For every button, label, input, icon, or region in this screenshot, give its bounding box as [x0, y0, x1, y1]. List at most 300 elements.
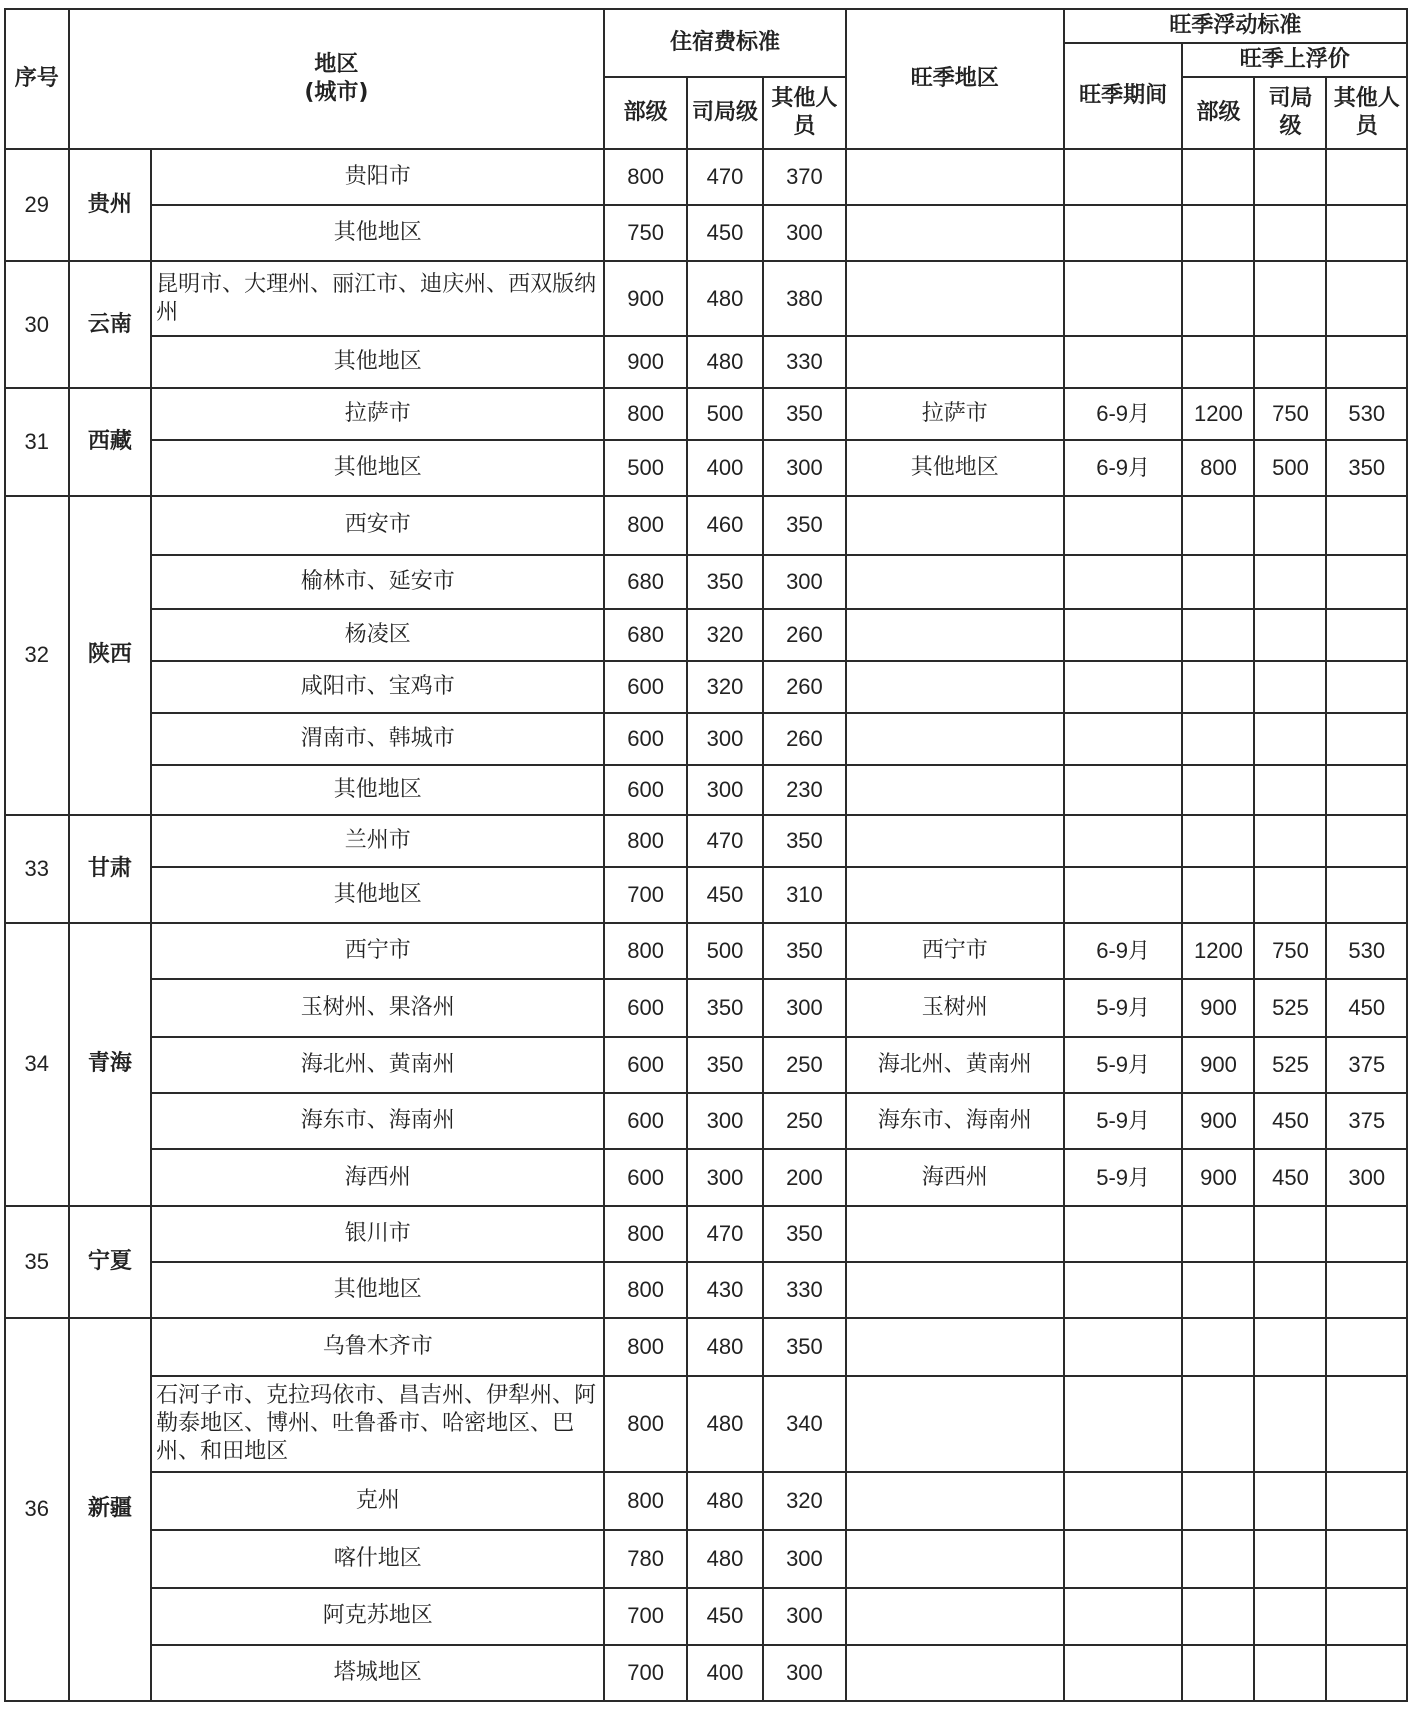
lodging-minister-cell: 600 — [604, 979, 687, 1037]
area-cell: 海北州、黄南州 — [151, 1037, 604, 1093]
lodging-minister-cell: 800 — [604, 1206, 687, 1262]
peak-bureau-cell: 450 — [1254, 1093, 1326, 1149]
lodging-minister-cell: 780 — [604, 1530, 687, 1588]
area-cell: 其他地区 — [151, 440, 604, 496]
peak-other-cell — [1326, 1318, 1407, 1376]
peak-other-cell — [1326, 336, 1407, 388]
peak-other-cell — [1326, 1588, 1407, 1644]
peak-area-cell — [846, 1262, 1064, 1318]
lodging-bureau-cell: 470 — [687, 149, 763, 205]
header-region — [69, 9, 605, 149]
province-cell: 青海 — [69, 923, 152, 1206]
peak-period-cell: 5-9月 — [1064, 1149, 1183, 1205]
lodging-standard-table — [4, 8, 1408, 1702]
table-row — [5, 1093, 1407, 1149]
peak-other-cell — [1326, 1376, 1407, 1472]
table-row — [5, 815, 1407, 867]
peak-bureau-cell — [1254, 496, 1326, 554]
header-lodging — [604, 9, 845, 77]
lodging-bureau-cell: 500 — [687, 923, 763, 979]
peak-bureau-cell — [1254, 1206, 1326, 1262]
peak-period-cell: 5-9月 — [1064, 979, 1183, 1037]
peak-other-cell: 530 — [1326, 388, 1407, 440]
lodging-bureau-cell: 320 — [687, 609, 763, 661]
lodging-other-cell: 340 — [763, 1376, 846, 1472]
header-lodging-bureau-label: 司局级 — [692, 100, 759, 125]
area-cell: 玉树州、果洛州 — [151, 979, 604, 1037]
peak-minister-cell — [1182, 149, 1254, 205]
lodging-other-cell: 230 — [763, 765, 846, 815]
table-row — [5, 1262, 1407, 1318]
peak-bureau-cell: 525 — [1254, 979, 1326, 1037]
header-peak-other-label: 其他人员 — [1333, 86, 1400, 139]
header-peak-minister — [1182, 77, 1254, 149]
province-cell: 西藏 — [69, 388, 152, 496]
lodging-other-cell: 350 — [763, 815, 846, 867]
area-cell: 其他地区 — [151, 205, 604, 261]
area-cell: 石河子市、克拉玛依市、昌吉州、伊犁州、阿勒泰地区、博州、吐鲁番市、哈密地区、巴州、和田地区 — [151, 1376, 604, 1472]
peak-period-cell — [1064, 815, 1183, 867]
peak-other-cell — [1326, 496, 1407, 554]
lodging-bureau-cell: 450 — [687, 867, 763, 923]
area-cell: 其他地区 — [151, 336, 604, 388]
lodging-bureau-cell: 480 — [687, 1376, 763, 1472]
peak-bureau-cell — [1254, 815, 1326, 867]
lodging-minister-cell: 700 — [604, 867, 687, 923]
peak-minister-cell — [1182, 1645, 1254, 1701]
peak-area-cell — [846, 1645, 1064, 1701]
peak-area-cell — [846, 205, 1064, 261]
lodging-other-cell: 300 — [763, 1645, 846, 1701]
lodging-bureau-cell: 350 — [687, 979, 763, 1037]
peak-other-cell — [1326, 1206, 1407, 1262]
lodging-bureau-cell: 450 — [687, 205, 763, 261]
area-cell: 咸阳市、宝鸡市 — [151, 661, 604, 713]
peak-bureau-cell — [1254, 713, 1326, 765]
peak-bureau-cell — [1254, 661, 1326, 713]
lodging-minister-cell: 900 — [604, 261, 687, 336]
header-seq — [5, 9, 69, 149]
table-row — [5, 1318, 1407, 1376]
peak-area-cell — [846, 555, 1064, 609]
peak-area-cell — [846, 713, 1064, 765]
peak-area-cell — [846, 1530, 1064, 1588]
peak-other-cell: 450 — [1326, 979, 1407, 1037]
peak-bureau-cell: 525 — [1254, 1037, 1326, 1093]
province-cell: 新疆 — [69, 1318, 152, 1701]
peak-period-cell — [1064, 1206, 1183, 1262]
lodging-other-cell: 300 — [763, 205, 846, 261]
lodging-bureau-cell: 500 — [687, 388, 763, 440]
lodging-bureau-cell: 470 — [687, 815, 763, 867]
peak-bureau-cell — [1254, 1318, 1326, 1376]
area-cell: 银川市 — [151, 1206, 604, 1262]
lodging-other-cell: 320 — [763, 1472, 846, 1530]
area-cell: 其他地区 — [151, 765, 604, 815]
lodging-minister-cell: 600 — [604, 1037, 687, 1093]
header-peak-raise — [1182, 43, 1407, 77]
table-row — [5, 205, 1407, 261]
peak-bureau-cell — [1254, 867, 1326, 923]
peak-bureau-cell — [1254, 1588, 1326, 1644]
lodging-other-cell: 350 — [763, 496, 846, 554]
table-row — [5, 1149, 1407, 1205]
lodging-bureau-cell: 320 — [687, 661, 763, 713]
lodging-bureau-cell: 460 — [687, 496, 763, 554]
area-cell: 海西州 — [151, 1149, 604, 1205]
lodging-other-cell: 310 — [763, 867, 846, 923]
lodging-minister-cell: 600 — [604, 713, 687, 765]
lodging-bureau-cell: 450 — [687, 1588, 763, 1644]
peak-area-cell: 西宁市 — [846, 923, 1064, 979]
lodging-minister-cell: 500 — [604, 440, 687, 496]
table-row — [5, 609, 1407, 661]
peak-other-cell — [1326, 661, 1407, 713]
area-cell: 克州 — [151, 1472, 604, 1530]
area-cell: 喀什地区 — [151, 1530, 604, 1588]
lodging-other-cell: 300 — [763, 1530, 846, 1588]
lodging-minister-cell: 800 — [604, 1318, 687, 1376]
peak-period-cell — [1064, 149, 1183, 205]
peak-minister-cell — [1182, 336, 1254, 388]
lodging-bureau-cell: 350 — [687, 1037, 763, 1093]
peak-minister-cell — [1182, 555, 1254, 609]
seq-cell: 30 — [5, 261, 69, 388]
peak-period-cell: 6-9月 — [1064, 440, 1183, 496]
header-peak-standard-label: 旺季浮动标准 — [1169, 13, 1302, 38]
peak-area-cell — [846, 1318, 1064, 1376]
peak-other-cell — [1326, 1472, 1407, 1530]
peak-other-cell: 300 — [1326, 1149, 1407, 1205]
peak-period-cell — [1064, 1318, 1183, 1376]
area-cell: 杨凌区 — [151, 609, 604, 661]
header-lodging-bureau — [687, 77, 763, 149]
header-lodging-minister-label: 部级 — [623, 100, 668, 125]
peak-minister-cell: 1200 — [1182, 388, 1254, 440]
table-row — [5, 149, 1407, 205]
lodging-minister-cell: 800 — [604, 923, 687, 979]
peak-period-cell — [1064, 661, 1183, 713]
lodging-minister-cell: 600 — [604, 661, 687, 713]
peak-period-cell — [1064, 765, 1183, 815]
lodging-minister-cell: 750 — [604, 205, 687, 261]
province-cell: 贵州 — [69, 149, 152, 261]
lodging-bureau-cell: 350 — [687, 555, 763, 609]
peak-bureau-cell — [1254, 1472, 1326, 1530]
area-cell: 其他地区 — [151, 1262, 604, 1318]
peak-other-cell — [1326, 713, 1407, 765]
lodging-minister-cell: 680 — [604, 555, 687, 609]
lodging-minister-cell: 600 — [604, 765, 687, 815]
table-row — [5, 261, 1407, 336]
seq-cell: 35 — [5, 1206, 69, 1318]
lodging-other-cell: 350 — [763, 1206, 846, 1262]
table-row — [5, 440, 1407, 496]
peak-area-cell — [846, 336, 1064, 388]
lodging-other-cell: 380 — [763, 261, 846, 336]
peak-period-cell — [1064, 1262, 1183, 1318]
peak-area-cell — [846, 261, 1064, 336]
lodging-bureau-cell: 470 — [687, 1206, 763, 1262]
header-lodging-label: 住宿费标准 — [670, 30, 781, 55]
lodging-bureau-cell: 400 — [687, 1645, 763, 1701]
header-lodging-minister — [604, 77, 687, 149]
table-row — [5, 555, 1407, 609]
lodging-other-cell: 300 — [763, 555, 846, 609]
lodging-minister-cell: 800 — [604, 815, 687, 867]
lodging-bureau-cell: 400 — [687, 440, 763, 496]
area-cell: 塔城地区 — [151, 1645, 604, 1701]
peak-other-cell — [1326, 1262, 1407, 1318]
province-cell: 宁夏 — [69, 1206, 152, 1318]
peak-bureau-cell: 750 — [1254, 923, 1326, 979]
lodging-other-cell: 330 — [763, 1262, 846, 1318]
header-peak-raise-label: 旺季上浮价 — [1239, 47, 1350, 72]
peak-period-cell — [1064, 555, 1183, 609]
peak-period-cell: 6-9月 — [1064, 388, 1183, 440]
peak-other-cell: 350 — [1326, 440, 1407, 496]
lodging-minister-cell: 600 — [604, 1093, 687, 1149]
seq-cell: 34 — [5, 923, 69, 1206]
table-row — [5, 496, 1407, 554]
table-row — [5, 661, 1407, 713]
peak-period-cell — [1064, 261, 1183, 336]
header-peak-minister-label: 部级 — [1196, 100, 1241, 125]
peak-minister-cell — [1182, 1530, 1254, 1588]
area-cell: 贵阳市 — [151, 149, 604, 205]
area-cell: 海东市、海南州 — [151, 1093, 604, 1149]
lodging-bureau-cell: 300 — [687, 1093, 763, 1149]
lodging-other-cell: 370 — [763, 149, 846, 205]
header-peak-bureau-label: 司局级 — [1268, 86, 1313, 139]
header-peak-standard — [1064, 9, 1407, 43]
peak-area-cell — [846, 496, 1064, 554]
lodging-bureau-cell: 480 — [687, 1530, 763, 1588]
peak-minister-cell: 1200 — [1182, 923, 1254, 979]
header-lodging-other — [763, 77, 846, 149]
table-row — [5, 713, 1407, 765]
header-peak-area-label: 旺季地区 — [910, 66, 999, 91]
header-peak-period-label: 旺季期间 — [1079, 83, 1168, 108]
peak-period-cell — [1064, 713, 1183, 765]
peak-period-cell: 5-9月 — [1064, 1037, 1183, 1093]
lodging-other-cell: 350 — [763, 1318, 846, 1376]
area-cell: 拉萨市 — [151, 388, 604, 440]
peak-period-cell: 5-9月 — [1064, 1093, 1183, 1149]
peak-bureau-cell — [1254, 1376, 1326, 1472]
lodging-minister-cell: 700 — [604, 1645, 687, 1701]
peak-bureau-cell — [1254, 1262, 1326, 1318]
peak-period-cell — [1064, 1645, 1183, 1701]
peak-area-cell — [846, 609, 1064, 661]
lodging-minister-cell: 600 — [604, 1149, 687, 1205]
peak-area-cell — [846, 1206, 1064, 1262]
header-region-sub: (城市) — [304, 80, 369, 105]
lodging-other-cell: 330 — [763, 336, 846, 388]
lodging-bureau-cell: 430 — [687, 1262, 763, 1318]
lodging-bureau-cell: 480 — [687, 1318, 763, 1376]
peak-area-cell: 海西州 — [846, 1149, 1064, 1205]
header-peak-area — [846, 9, 1064, 149]
peak-other-cell — [1326, 1530, 1407, 1588]
lodging-minister-cell: 800 — [604, 388, 687, 440]
lodging-minister-cell: 800 — [604, 1376, 687, 1472]
peak-area-cell: 拉萨市 — [846, 388, 1064, 440]
peak-other-cell — [1326, 1645, 1407, 1701]
peak-period-cell: 6-9月 — [1064, 923, 1183, 979]
lodging-minister-cell: 680 — [604, 609, 687, 661]
peak-bureau-cell: 450 — [1254, 1149, 1326, 1205]
lodging-minister-cell: 800 — [604, 1472, 687, 1530]
peak-minister-cell — [1182, 815, 1254, 867]
table-row — [5, 923, 1407, 979]
peak-minister-cell — [1182, 1376, 1254, 1472]
peak-bureau-cell — [1254, 205, 1326, 261]
peak-minister-cell — [1182, 1206, 1254, 1262]
peak-minister-cell — [1182, 1262, 1254, 1318]
peak-other-cell — [1326, 867, 1407, 923]
peak-bureau-cell: 500 — [1254, 440, 1326, 496]
peak-bureau-cell — [1254, 1530, 1326, 1588]
peak-other-cell: 375 — [1326, 1093, 1407, 1149]
lodging-other-cell: 260 — [763, 713, 846, 765]
area-cell: 西安市 — [151, 496, 604, 554]
lodging-other-cell: 250 — [763, 1037, 846, 1093]
table-row — [5, 1376, 1407, 1472]
header-lodging-other-label: 其他人员 — [771, 86, 838, 139]
seq-cell: 32 — [5, 496, 69, 814]
peak-bureau-cell — [1254, 1645, 1326, 1701]
lodging-minister-cell: 800 — [604, 496, 687, 554]
lodging-minister-cell: 800 — [604, 1262, 687, 1318]
lodging-other-cell: 350 — [763, 923, 846, 979]
peak-bureau-cell — [1254, 609, 1326, 661]
lodging-bureau-cell: 480 — [687, 261, 763, 336]
peak-period-cell — [1064, 1472, 1183, 1530]
area-cell: 榆林市、延安市 — [151, 555, 604, 609]
seq-cell: 33 — [5, 815, 69, 923]
peak-area-cell: 海东市、海南州 — [846, 1093, 1064, 1149]
peak-area-cell — [846, 149, 1064, 205]
peak-area-cell: 海北州、黄南州 — [846, 1037, 1064, 1093]
area-cell: 阿克苏地区 — [151, 1588, 604, 1644]
lodging-other-cell: 300 — [763, 440, 846, 496]
area-cell: 乌鲁木齐市 — [151, 1318, 604, 1376]
peak-minister-cell — [1182, 867, 1254, 923]
peak-bureau-cell — [1254, 555, 1326, 609]
peak-period-cell — [1064, 205, 1183, 261]
peak-minister-cell: 900 — [1182, 979, 1254, 1037]
peak-minister-cell: 900 — [1182, 1149, 1254, 1205]
peak-area-cell — [846, 1472, 1064, 1530]
peak-bureau-cell — [1254, 336, 1326, 388]
peak-other-cell — [1326, 765, 1407, 815]
peak-minister-cell: 900 — [1182, 1037, 1254, 1093]
peak-period-cell — [1064, 867, 1183, 923]
seq-cell: 29 — [5, 149, 69, 261]
table-row — [5, 765, 1407, 815]
table-row — [5, 867, 1407, 923]
lodging-bureau-cell: 300 — [687, 765, 763, 815]
peak-period-cell — [1064, 1588, 1183, 1644]
lodging-bureau-cell: 300 — [687, 1149, 763, 1205]
lodging-minister-cell: 800 — [604, 149, 687, 205]
lodging-other-cell: 300 — [763, 1588, 846, 1644]
lodging-minister-cell: 700 — [604, 1588, 687, 1644]
peak-area-cell — [846, 867, 1064, 923]
lodging-bureau-cell: 300 — [687, 713, 763, 765]
peak-minister-cell — [1182, 1588, 1254, 1644]
lodging-other-cell: 200 — [763, 1149, 846, 1205]
peak-other-cell — [1326, 815, 1407, 867]
peak-area-cell — [846, 1588, 1064, 1644]
table-row — [5, 1206, 1407, 1262]
peak-bureau-cell — [1254, 261, 1326, 336]
lodging-other-cell: 260 — [763, 609, 846, 661]
province-cell: 甘肃 — [69, 815, 152, 923]
header-peak-period — [1064, 43, 1183, 149]
peak-period-cell — [1064, 336, 1183, 388]
table-row — [5, 1645, 1407, 1701]
table-row — [5, 1530, 1407, 1588]
area-cell: 渭南市、韩城市 — [151, 713, 604, 765]
peak-minister-cell — [1182, 1318, 1254, 1376]
peak-period-cell — [1064, 609, 1183, 661]
peak-area-cell — [846, 1376, 1064, 1472]
peak-minister-cell — [1182, 496, 1254, 554]
peak-period-cell — [1064, 496, 1183, 554]
province-cell: 陕西 — [69, 496, 152, 814]
peak-other-cell — [1326, 149, 1407, 205]
peak-period-cell — [1064, 1376, 1183, 1472]
area-cell: 昆明市、大理州、丽江市、迪庆州、西双版纳州 — [151, 261, 604, 336]
peak-minister-cell — [1182, 609, 1254, 661]
lodging-other-cell: 250 — [763, 1093, 846, 1149]
lodging-bureau-cell: 480 — [687, 1472, 763, 1530]
table-row — [5, 388, 1407, 440]
table-body — [5, 149, 1407, 1701]
lodging-bureau-cell: 480 — [687, 336, 763, 388]
seq-cell: 36 — [5, 1318, 69, 1701]
peak-area-cell — [846, 661, 1064, 713]
seq-cell: 31 — [5, 388, 69, 496]
peak-other-cell — [1326, 555, 1407, 609]
table-row — [5, 336, 1407, 388]
table-row — [5, 1472, 1407, 1530]
peak-area-cell — [846, 815, 1064, 867]
peak-minister-cell — [1182, 1472, 1254, 1530]
lodging-other-cell: 350 — [763, 388, 846, 440]
lodging-other-cell: 300 — [763, 979, 846, 1037]
peak-minister-cell — [1182, 261, 1254, 336]
lodging-other-cell: 260 — [763, 661, 846, 713]
province-cell: 云南 — [69, 261, 152, 388]
lodging-minister-cell: 900 — [604, 336, 687, 388]
header-seq-label: 序号 — [14, 66, 59, 91]
header-region-label: 地区 — [314, 52, 359, 77]
peak-other-cell — [1326, 261, 1407, 336]
peak-bureau-cell — [1254, 149, 1326, 205]
peak-minister-cell — [1182, 661, 1254, 713]
peak-other-cell: 530 — [1326, 923, 1407, 979]
peak-bureau-cell: 750 — [1254, 388, 1326, 440]
peak-area-cell: 其他地区 — [846, 440, 1064, 496]
peak-area-cell: 玉树州 — [846, 979, 1064, 1037]
peak-other-cell — [1326, 609, 1407, 661]
area-cell: 其他地区 — [151, 867, 604, 923]
table-row — [5, 979, 1407, 1037]
peak-minister-cell: 800 — [1182, 440, 1254, 496]
